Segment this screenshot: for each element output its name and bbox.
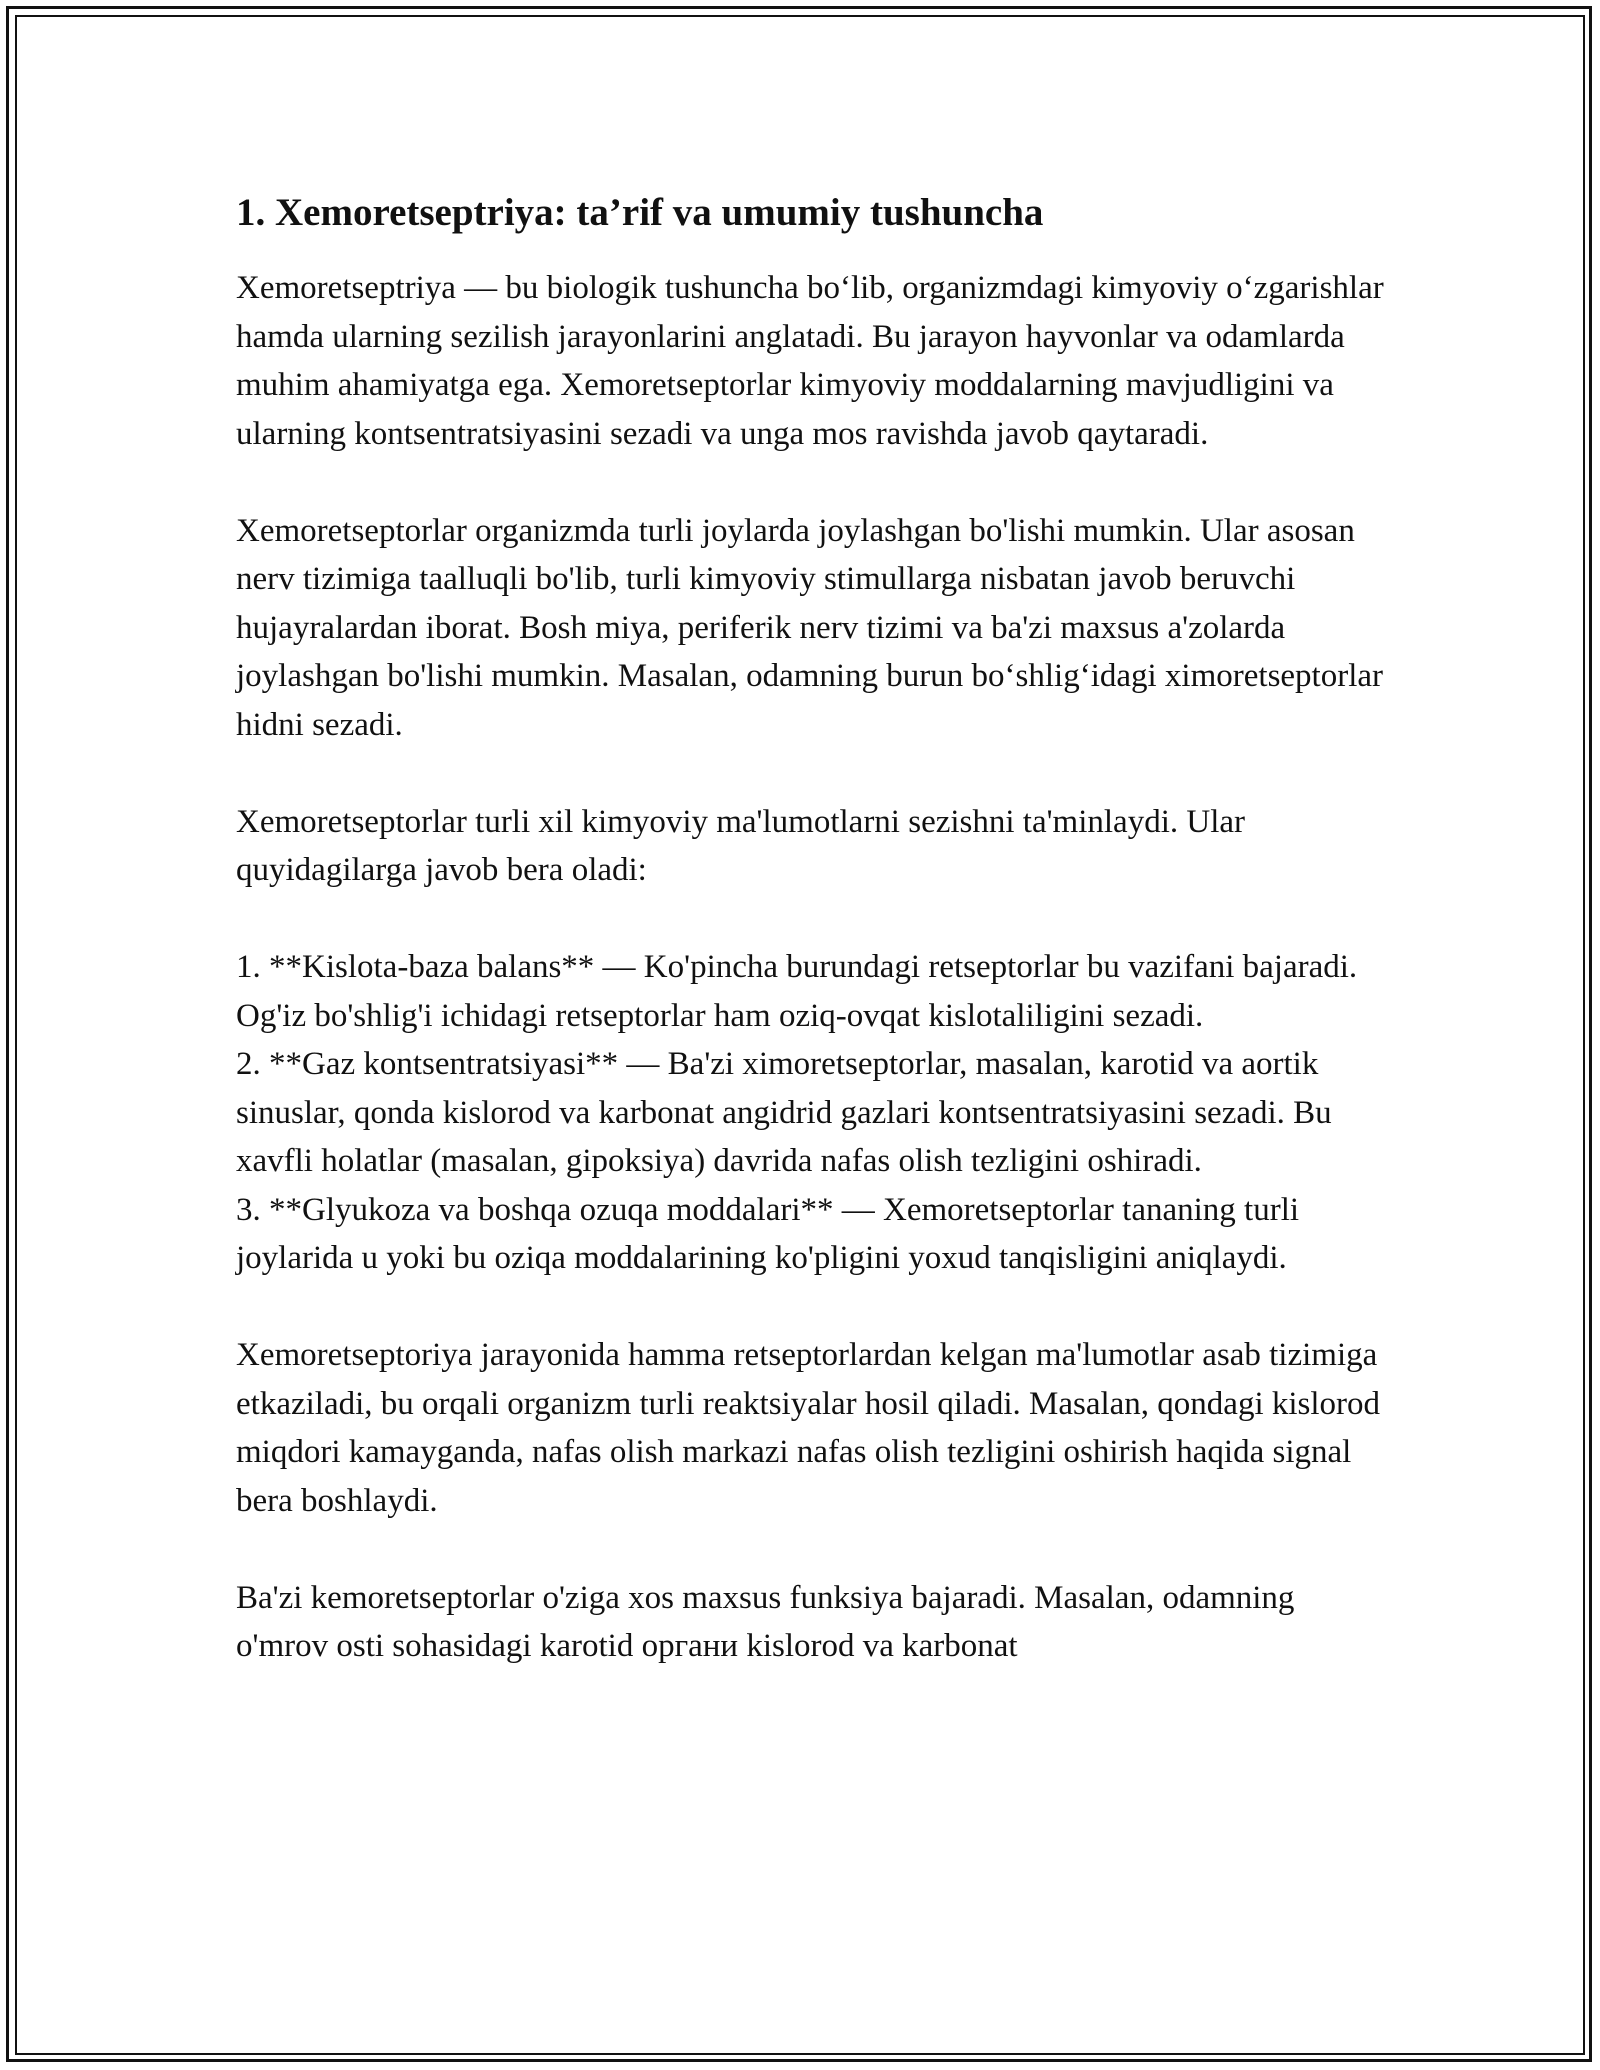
list-item-glucose: 3. **Glyukoza va boshqa ozuqa moddalari** — Xemoretseptorlar tananing turli joylarida u yoki bu oziqa moddalarining ko'pligini yoxud tanqisligini aniqlaydi. [236,1191,1300,1276]
paragraph-functions-intro: Xemoretseptorlar turli xil kimyoviy ma'lumotlarni sezishni ta'minlaydi. Ular quyidagilarga javob bera oladi: [236,803,1246,888]
paragraph-gap [236,1283,1386,1332]
paragraph-definition: Xemoretseptriya — bu biologik tushuncha bo‘lib, organizmdagi kimyoviy o‘zgarishlar hamda ularning sezilish jarayonlarini anglatadi. Bu jarayon hayvonlar va odamlarda muhim ahamiyatga ega. Xemoretseptorlar kimyoviy moddalarning mavjudligini va ularning kontsentratsiyasini sezadi va unga mos ravishda javob qaytaradi. [236,270,1384,452]
paragraph-gap [236,1525,1386,1574]
paragraph-gap [236,749,1386,798]
paragraph-gap [236,458,1386,507]
list-item-acid-base: 1. **Kislota-baza balans** — Ko'pincha burundagi retseptorlar bu vazifani bajaradi. Og'iz bo'shlig'i ichidagi retseptorlar ham oziq-ovqat kislotaliligini sezadi. [236,949,1358,1034]
document-body [236,188,1386,1671]
paragraph-special-function: Ba'zi kemoretseptorlar o'ziga xos maxsus funksiya bajaradi. Masalan, odamning o'mrov osti sohasidagi karotid органи kislorod va karbonat [236,1579,1295,1664]
paragraph-gap [236,895,1386,944]
list-item-gas-concentration: 2. **Gaz kontsentratsiyasi** — Ba'zi ximoretseptorlar, masalan, karotid va aortik sinuslar, qonda kislorod va karbonat angidrid gazlari kontsentratsiyasini sezadi. Bu xavfli holatlar (masalan, gipoksiya) davrida nafas olish tezligini oshiradi. [236,1046,1332,1179]
paragraph-location: Xemoretseptorlar organizmda turli joylarda joylashgan bo'lishi mumkin. Ular asosan nerv tizimiga taalluqli bo'lib, turli kimyoviy stimullarga nisbatan javob beruvchi hujayralardan iborat. Bosh miya, periferik nerv tizimi va ba'zi maxsus a'zolarda joylashgan bo'lishi mumkin. Masalan, odamning burun bo‘shlig‘idagi ximoretseptorlar hidni sezadi. [236,512,1384,743]
paragraph-process: Xemoretseptoriya jarayonida hamma retseptorlardan kelgan ma'lumotlar asab tizimiga etkaziladi, bu orqali organizm turli reaktsiyalar hosil qiladi. Masalan, qondagi kislorod miqdori kamayganda, nafas olish markazi nafas olish tezligini oshirish haqida signal bera boshlaydi. [236,1337,1381,1519]
section-title: 1. Xemoretseptriya: ta’rif va umumiy tushuncha [236,191,1044,234]
